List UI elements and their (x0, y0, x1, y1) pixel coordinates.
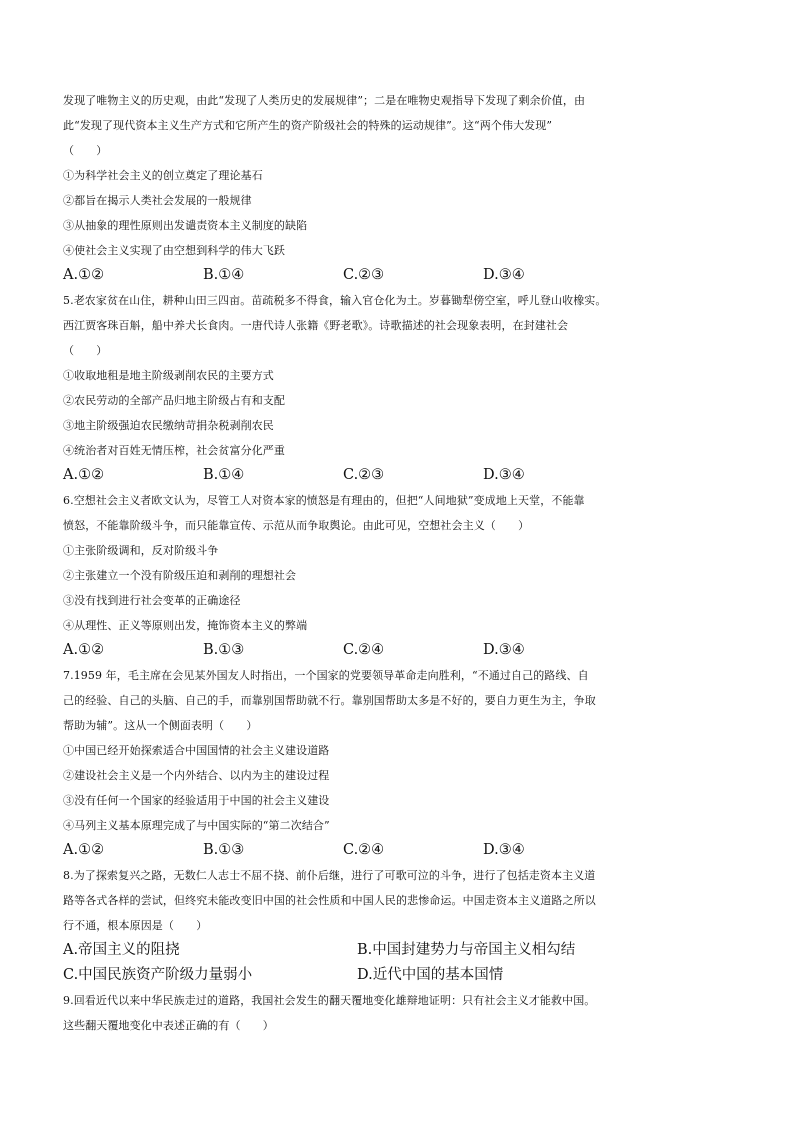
question-stem-line: 5.老农家贫在山住，耕种山田三四亩。苗疏税多不得食，输入官仓化为土。岁暮锄犁傍空室，呼儿登山收橡实。 (63, 294, 607, 307)
statement-item: ②农民劳动的全部产品归地主阶级占有和支配 (63, 394, 285, 407)
answer-blank: （ ） (63, 344, 108, 357)
statement-item: ②建设社会主义是一个内外结合、以内为主的建设过程 (63, 769, 330, 782)
question-stem-line: 7.1959 年，毛主席在会见某外国友人时指出，一个国家的党要领导革命走向胜利，“不通过自己的路线、自 (63, 669, 589, 682)
option-c: C.②④ (343, 642, 385, 658)
statement-item: ③从抽象的理性原则出发谴责资本主义制度的缺陷 (63, 219, 308, 232)
option-d: D.③④ (483, 842, 525, 858)
statement-item: ①为科学社会主义的创立奠定了理论基石 (63, 169, 263, 182)
option-a: A.①② (63, 842, 105, 858)
question-stem-line: 6.空想社会主义者欧文认为，尽管工人对资本家的愤怒是有理由的，但把“人间地狱”变成地上天堂，不能靠 (63, 494, 585, 507)
option-b: B.中国封建势力与帝国主义相勾结 (357, 942, 576, 958)
option-b: B.①③ (203, 642, 245, 658)
answer-options (63, 838, 743, 863)
answer-options (63, 263, 743, 288)
option-b: B.①④ (203, 467, 245, 483)
question-stem-line: 此“发现了现代资本主义生产方式和它所产生的资产阶级社会的特殊的运动规律”。这“两个伟大发现” (63, 119, 553, 132)
option-d: D.近代中国的基本国情 (357, 967, 504, 983)
statement-item: ①中国已经开始探索适合中国国情的社会主义建设道路 (63, 744, 330, 757)
question-content (63, 88, 743, 1038)
statement-item: ③地主阶级强迫农民缴纳苛捐杂税剥削农民 (63, 419, 274, 432)
statement-item: ③没有任何一个国家的经验适用于中国的社会主义建设 (63, 794, 330, 807)
answer-options-row-2 (63, 963, 743, 988)
question-stem-line: 9.回看近代以来中华民族走过的道路，我国社会发生的翻天覆地变化雄辩地证明：只有社会主义才能救中国。 (63, 994, 596, 1007)
option-c: C.②③ (343, 267, 385, 283)
option-c: C.②③ (343, 467, 385, 483)
question-8 (63, 863, 743, 988)
statement-item: ④统治者对百姓无情压榨，社会贫富分化严重 (63, 444, 285, 457)
question-9 (63, 988, 743, 1038)
question-7 (63, 663, 743, 863)
statement-item: ②主张建立一个没有阶级压迫和剥削的理想社会 (63, 569, 297, 582)
option-b: B.①③ (203, 842, 245, 858)
option-d: D.③④ (483, 267, 525, 283)
question-5 (63, 288, 743, 488)
option-d: D.③④ (483, 467, 525, 483)
answer-blank: （ ） (63, 144, 108, 157)
statement-item: ④使社会主义实现了由空想到科学的伟大飞跃 (63, 244, 285, 257)
answer-options (63, 463, 743, 488)
option-b: B.①④ (203, 267, 245, 283)
question-stem-line: 帮助为辅”。这从一个侧面表明（ ） (63, 719, 258, 732)
option-d: D.③④ (483, 642, 525, 658)
question-stem-line: 路等各式各样的尝试，但终究未能改变旧中国的社会性质和中国人民的悲惨命运。中国走资本主义道路之所以 (63, 894, 596, 907)
statement-item: ①主张阶级调和，反对阶级斗争 (63, 544, 219, 557)
option-a: A.帝国主义的阻挠 (63, 942, 180, 958)
answer-options-row-1 (63, 938, 743, 963)
option-c: C.②④ (343, 842, 385, 858)
question-stem-line: 这些翻天覆地变化中表述正确的有（ ） (63, 1019, 274, 1032)
option-c: C.中国民族资产阶级力量弱小 (63, 967, 253, 983)
option-a: A.①② (63, 467, 105, 483)
question-stem-line: 8.为了探索复兴之路，无数仁人志士不屈不挠、前仆后继，进行了可歌可泣的斗争，进行了包括走资本主义道 (63, 869, 596, 882)
statement-item: ③没有找到进行社会变革的正确途径 (63, 594, 241, 607)
answer-options (63, 638, 743, 663)
question-stem-line: 己的经验、自己的头脑、自己的手，而靠别国帮助就不行。靠别国帮助太多是不好的，要自力更生为主，争取 (63, 694, 596, 707)
statement-item: ④马列主义基本原理完成了与中国实际的“第二次结合” (63, 819, 330, 832)
question-6 (63, 488, 743, 663)
statement-item: ②都旨在揭示人类社会发展的一般规律 (63, 194, 252, 207)
question-stem-line: 愤怒，不能靠阶级斗争，而只能靠宣传、示范从而争取舆论。由此可见，空想社会主义（ ） (63, 519, 530, 532)
option-a: A.①② (63, 267, 105, 283)
statement-item: ①收取地租是地主阶级剥削农民的主要方式 (63, 369, 274, 382)
statement-item: ④从理性、正义等原则出发，掩饰资本主义的弊端 (63, 619, 308, 632)
question-stem-line: 发现了唯物主义的历史观，由此“发现了人类历史的发展规律”；二是在唯物史观指导下发现了剩余价值，由 (63, 94, 586, 107)
option-a: A.①② (63, 642, 105, 658)
question-stem-line: 行不通，根本原因是（ ） (63, 919, 208, 932)
question-stem-line: 西江贾客珠百斛，船中养犬长食肉。一唐代诗人张籍《野老歌》。诗歌描述的社会现象表明，在封建社会 (63, 319, 569, 332)
question-4-continued (63, 88, 743, 288)
